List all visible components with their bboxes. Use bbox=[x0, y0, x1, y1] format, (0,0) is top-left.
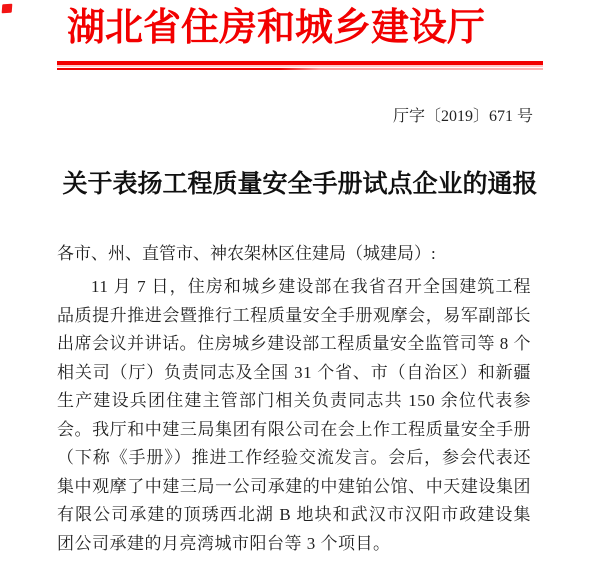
salutation-line: 各市、州、直管市、神农架林区住建局（城建局）: bbox=[57, 244, 436, 263]
red-separator-thick-line bbox=[57, 61, 543, 65]
scan-artifact-mark bbox=[2, 4, 13, 14]
agency-title: 湖北省住房和城乡建设厅 bbox=[66, 7, 485, 49]
red-separator-line bbox=[57, 61, 543, 70]
document-title: 关于表扬工程质量安全手册试点企业的通报 bbox=[62, 171, 538, 198]
red-separator-thin-line bbox=[57, 68, 543, 70]
document-number: 厅字〔2019〕671 号 bbox=[392, 108, 533, 125]
body-paragraph: 11 月 7 日，住房和城乡建设部在我省召开全国建筑工程品质提升推进会暨推行工程质量安全手册观摩会，易军副部长出席会议并讲话。住房城乡建设部工程质量安全监管司等 8 个相关司（厅）负责同志及全国 31 个省、市（自治区）和新疆生产建设兵团住建主管部门相关负责同志共 150 余位代表参会。我厅和中建三局集团有限公司在会上作工程质量安全手册（下称《手册》）推进工作经验交流发言。会后，参会代表还集中观摩了中建三局一公司承建的中建铂公馆、中天建设集团有限公司承建的顶琇西北湖 B 地块和武汉市汉阳市政建设集团公司承建的月亮湾城市阳台等 3 个项目。 bbox=[57, 277, 531, 553]
